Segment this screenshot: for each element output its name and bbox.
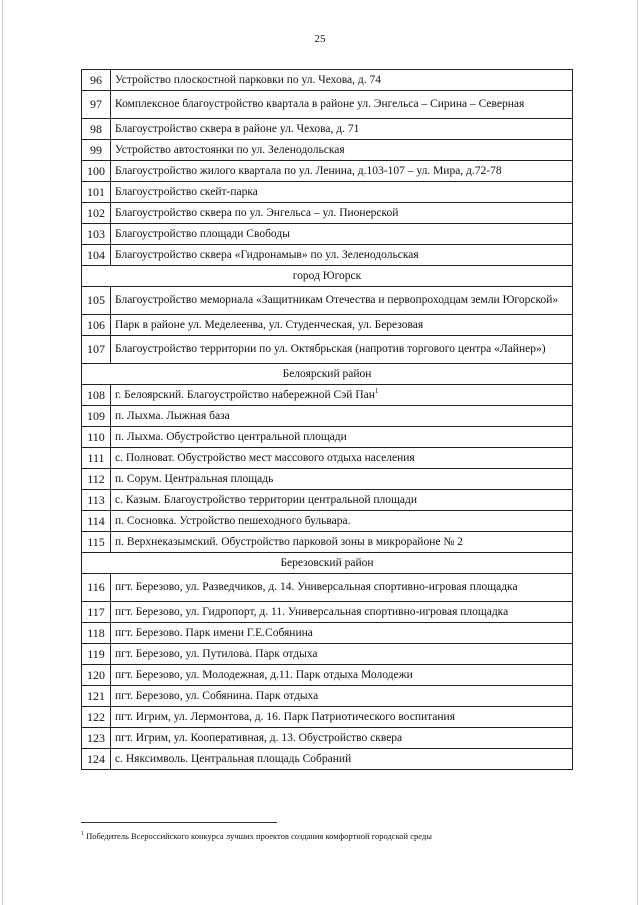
row-description <box>111 602 573 623</box>
table-row <box>82 623 573 644</box>
table-row <box>82 749 573 770</box>
row-description <box>111 336 573 364</box>
table-row <box>82 140 573 161</box>
row-description-text: Комплексное благоустройство квартала в районе ул. Энгельса – Сирина – Северная <box>115 98 525 111</box>
row-description <box>111 448 573 469</box>
row-number: 101 <box>82 182 111 203</box>
row-number: 119 <box>82 644 111 665</box>
row-number: 122 <box>82 707 111 728</box>
row-description <box>111 686 573 707</box>
row-number: 109 <box>82 406 111 427</box>
row-description-text: с. Полноват. Обустройство мест массового отдыха населения <box>115 451 415 464</box>
table-row <box>82 686 573 707</box>
footnote-mark: 1 <box>81 831 84 837</box>
row-number: 111 <box>82 448 111 469</box>
row-description <box>111 644 573 665</box>
row-description <box>111 623 573 644</box>
row-number: 107 <box>82 336 111 364</box>
scan-edge-right <box>637 0 638 905</box>
row-number: 112 <box>82 469 111 490</box>
row-number: 124 <box>82 749 111 770</box>
row-description-text: пгт. Березово. Парк имени Г.Е.Собянина <box>115 626 313 639</box>
table-row <box>82 728 573 749</box>
row-number: 96 <box>82 70 111 91</box>
row-description-text: Благоустройство скейт-парка <box>115 185 258 198</box>
row-description <box>111 665 573 686</box>
row-description <box>111 427 573 448</box>
row-number: 97 <box>82 91 111 119</box>
row-description <box>111 245 573 266</box>
row-description-text: г. Белоярский. Благоустройство набережной Сэй Пан <box>115 388 375 401</box>
row-number: 98 <box>82 119 111 140</box>
table-row <box>82 511 573 532</box>
row-description <box>111 728 573 749</box>
row-number: 120 <box>82 665 111 686</box>
row-number: 121 <box>82 686 111 707</box>
table-row <box>82 644 573 665</box>
row-description <box>111 574 573 602</box>
footnote-ref: 1 <box>374 386 379 395</box>
row-number: 117 <box>82 602 111 623</box>
footnote-text: Победитель Всероссийского конкурса лучших проектов создания комфортной городской среды <box>86 830 432 841</box>
scan-edge-left <box>2 0 3 905</box>
row-description-text: п. Лыхма. Обустройство центральной площади <box>115 430 347 443</box>
row-description-text: Благоустройство площади Свободы <box>115 227 290 240</box>
row-description-text: пгт. Игрим, ул. Кооперативная, д. 13. Обустройство сквера <box>115 731 403 744</box>
row-description <box>111 511 573 532</box>
row-description <box>111 224 573 245</box>
row-description-text: пгт. Березово, ул. Путилова. Парк отдыха <box>115 647 318 660</box>
section-row <box>82 553 573 574</box>
table-row <box>82 119 573 140</box>
row-description-text: Парк в районе ул. Меделеенва, ул. Студенческая, ул. Березовая <box>115 318 424 331</box>
row-description-text: Благоустройство сквера в районе ул. Чехова, д. 71 <box>115 122 360 135</box>
row-number: 114 <box>82 511 111 532</box>
table-row <box>82 602 573 623</box>
row-description-text: пгт. Березово, ул. Разведчиков, д. 14. Универсальная спортивно-игровая площадка <box>115 581 518 594</box>
row-number: 116 <box>82 574 111 602</box>
row-number: 104 <box>82 245 111 266</box>
row-description <box>111 91 573 119</box>
table-row <box>82 707 573 728</box>
row-description <box>111 203 573 224</box>
row-number: 123 <box>82 728 111 749</box>
projects-table <box>81 69 573 770</box>
row-description-text: Устройство плоскостной парковки по ул. Чехова, д. 74 <box>115 73 381 86</box>
table-row <box>82 315 573 336</box>
table-row <box>82 427 573 448</box>
row-description <box>111 469 573 490</box>
table-row <box>82 91 573 119</box>
row-description <box>111 490 573 511</box>
row-description-text: Устройство автостоянки по ул. Зеленодольская <box>115 143 345 156</box>
row-description-text: Благоустройство территории по ул. Октябрьская (напротив торгового центра «Лайнер») <box>115 343 546 356</box>
row-number: 100 <box>82 161 111 182</box>
row-description <box>111 315 573 336</box>
row-description <box>111 749 573 770</box>
table-row <box>82 448 573 469</box>
row-description-text: пгт. Березово, ул. Молодежная, д.11. Парк отдыха Молодежи <box>115 668 413 681</box>
row-description <box>111 70 573 91</box>
row-description-text: Благоустройство сквера «Гидронамыв» по ул. Зеленодольская <box>115 248 419 261</box>
row-number: 105 <box>82 287 111 315</box>
table-row <box>82 469 573 490</box>
row-number: 110 <box>82 427 111 448</box>
row-description <box>111 406 573 427</box>
row-description <box>111 119 573 140</box>
row-description <box>111 161 573 182</box>
row-number: 103 <box>82 224 111 245</box>
table-row <box>82 203 573 224</box>
footnote-divider <box>81 822 277 823</box>
row-description-text: пгт. Березово, ул. Гидропорт, д. 11. Универсальная спортивно-игровая площадка <box>115 605 509 618</box>
table-row <box>82 490 573 511</box>
section-title: Березовский район <box>82 553 573 574</box>
row-description-text: Благоустройство мемориала «Защитникам Отечества и первопроходцам земли Югорской» <box>115 294 559 307</box>
table-row <box>82 532 573 553</box>
section-row <box>82 364 573 385</box>
row-description <box>111 385 573 406</box>
section-title: Белоярский район <box>82 364 573 385</box>
table-row <box>82 182 573 203</box>
row-description-text: с. Казым. Благоустройство территории центральной площади <box>115 493 417 506</box>
row-number: 113 <box>82 490 111 511</box>
row-description <box>111 707 573 728</box>
table-row <box>82 70 573 91</box>
row-description-text: пгт. Игрим, ул. Лермонтова, д. 16. Парк Патриотического воспитания <box>115 710 455 723</box>
row-description <box>111 140 573 161</box>
row-description-text: пгт. Березово, ул. Собянина. Парк отдыха <box>115 689 319 702</box>
table-row <box>82 336 573 364</box>
footnote <box>81 829 581 842</box>
row-description <box>111 287 573 315</box>
row-description-text: п. Верхнеказымский. Обустройство парковой зоны в микрорайоне № 2 <box>115 535 463 548</box>
table-row <box>82 385 573 406</box>
row-number: 115 <box>82 532 111 553</box>
row-description <box>111 532 573 553</box>
table-row <box>82 665 573 686</box>
table-row <box>82 224 573 245</box>
row-number: 99 <box>82 140 111 161</box>
row-number: 108 <box>82 385 111 406</box>
table-row <box>82 161 573 182</box>
row-number: 118 <box>82 623 111 644</box>
row-description-text: п. Сосновка. Устройство пешеходного бульвара. <box>115 514 351 527</box>
table-row <box>82 245 573 266</box>
section-title: город Югорск <box>82 266 573 287</box>
section-row <box>82 266 573 287</box>
row-number: 106 <box>82 315 111 336</box>
row-description-text: с. Няксимволь. Центральная площадь Собраний <box>115 752 352 765</box>
table-row <box>82 406 573 427</box>
table-row <box>82 574 573 602</box>
row-description-text: п. Лыхма. Лыжная база <box>115 409 230 422</box>
row-number: 102 <box>82 203 111 224</box>
row-description-text: Благоустройство сквера по ул. Энгельса – ул. Пионерской <box>115 206 399 219</box>
row-description-text: Благоустройство жилого квартала по ул. Ленина, д.103-107 – ул. Мира, д.72-78 <box>115 164 502 177</box>
row-description-text: п. Сорум. Центральная площадь <box>115 472 274 485</box>
page-number: 25 <box>314 33 326 45</box>
table-row <box>82 287 573 315</box>
row-description <box>111 182 573 203</box>
